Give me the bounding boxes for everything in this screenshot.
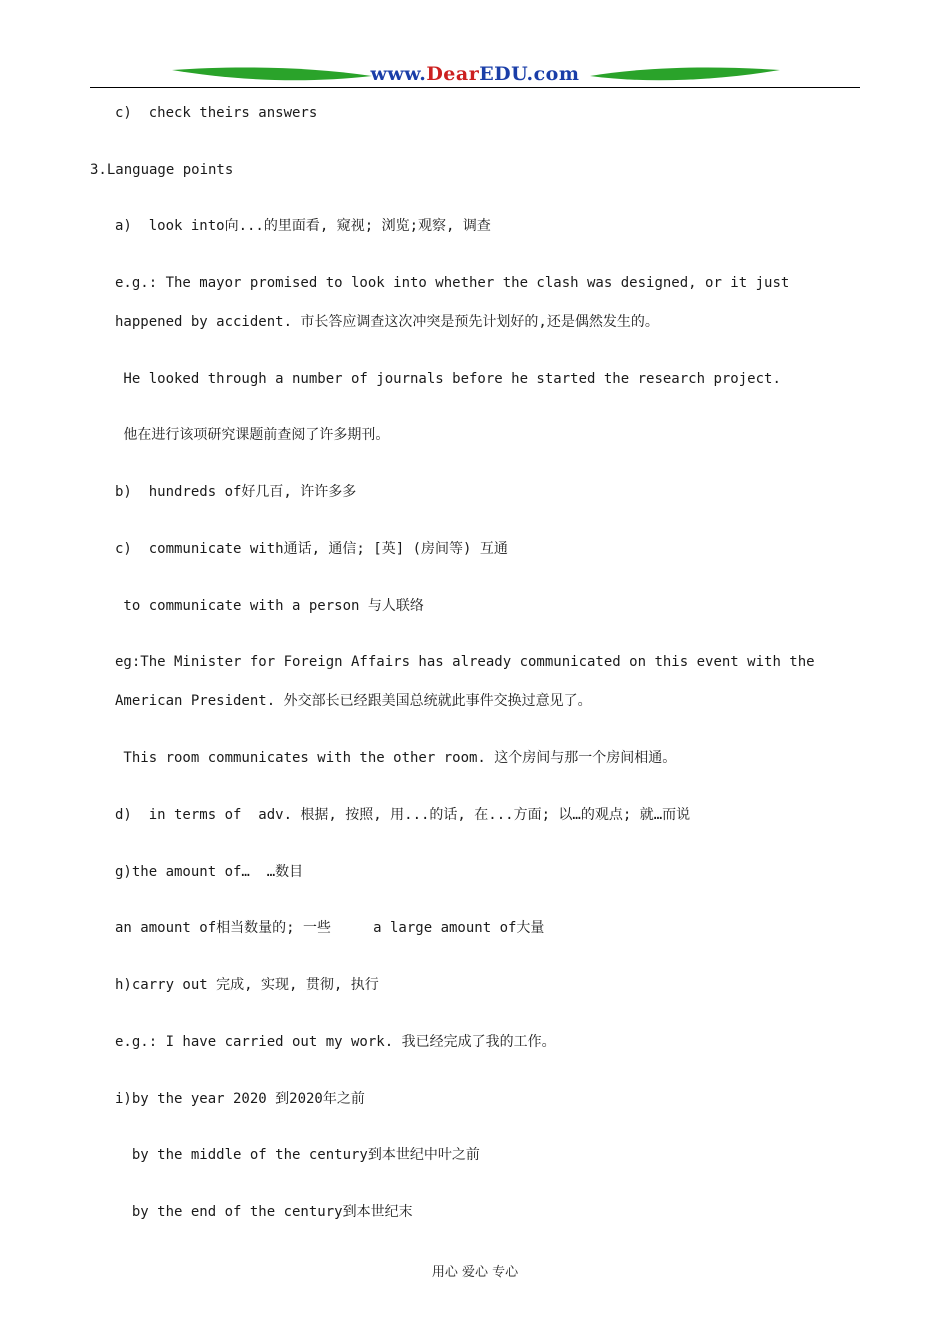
- text-line: c) check theirs answers: [115, 105, 318, 121]
- text-line: a) look into向...的里面看, 窥视; 浏览;观察, 调查: [115, 218, 491, 234]
- text-line: an amount of相当数量的; 一些 a large amount of大量: [115, 920, 545, 936]
- text-line: He looked through a number of journals before he started the research project.: [115, 371, 781, 387]
- text-line: c) communicate with通话, 通信; [英] (房间等) 互通: [115, 541, 508, 557]
- text-line: i)by the year 2020 到2020年之前: [115, 1091, 365, 1107]
- text-line: happened by accident. 市长答应调查这次冲突是预先计划好的,还是偶然发生的。: [115, 314, 659, 330]
- text-line: by the middle of the century到本世纪中叶之前: [115, 1147, 480, 1163]
- site-logo[interactable]: www.DearEDU.com: [370, 63, 580, 85]
- text-line: b) hundreds of好几百, 许许多多: [115, 484, 357, 500]
- section-heading: 3.Language points: [90, 162, 234, 178]
- text-line: by the end of the century到本世纪末: [115, 1204, 413, 1220]
- text-line: d) in terms of adv. 根据, 按照, 用...的话, 在...方面; 以…的观点; 就…而说: [115, 807, 691, 823]
- page-footer: 用心 爱心 专心: [431, 1265, 519, 1280]
- text-line: American President. 外交部长已经跟美国总统就此事件交换过意见了。: [115, 693, 592, 709]
- text-line: g)the amount of… …数目: [115, 864, 304, 880]
- text-line: eg:The Minister for Foreign Affairs has already communicated on this event with the: [115, 654, 815, 670]
- text-line: e.g.: I have carried out my work. 我已经完成了我的工作。: [115, 1034, 556, 1050]
- text-line: h)carry out 完成, 实现, 贯彻, 执行: [115, 977, 379, 993]
- text-line: to communicate with a person 与人联络: [115, 598, 424, 614]
- header-divider: [90, 87, 860, 88]
- text-line: 他在进行该项研究课题前查阅了许多期刊。: [115, 427, 390, 443]
- text-line: e.g.: The mayor promised to look into whether the clash was designed, or it just: [115, 275, 790, 291]
- text-line: This room communicates with the other room. 这个房间与那一个房间相通。: [115, 750, 677, 766]
- page-header: [90, 58, 860, 90]
